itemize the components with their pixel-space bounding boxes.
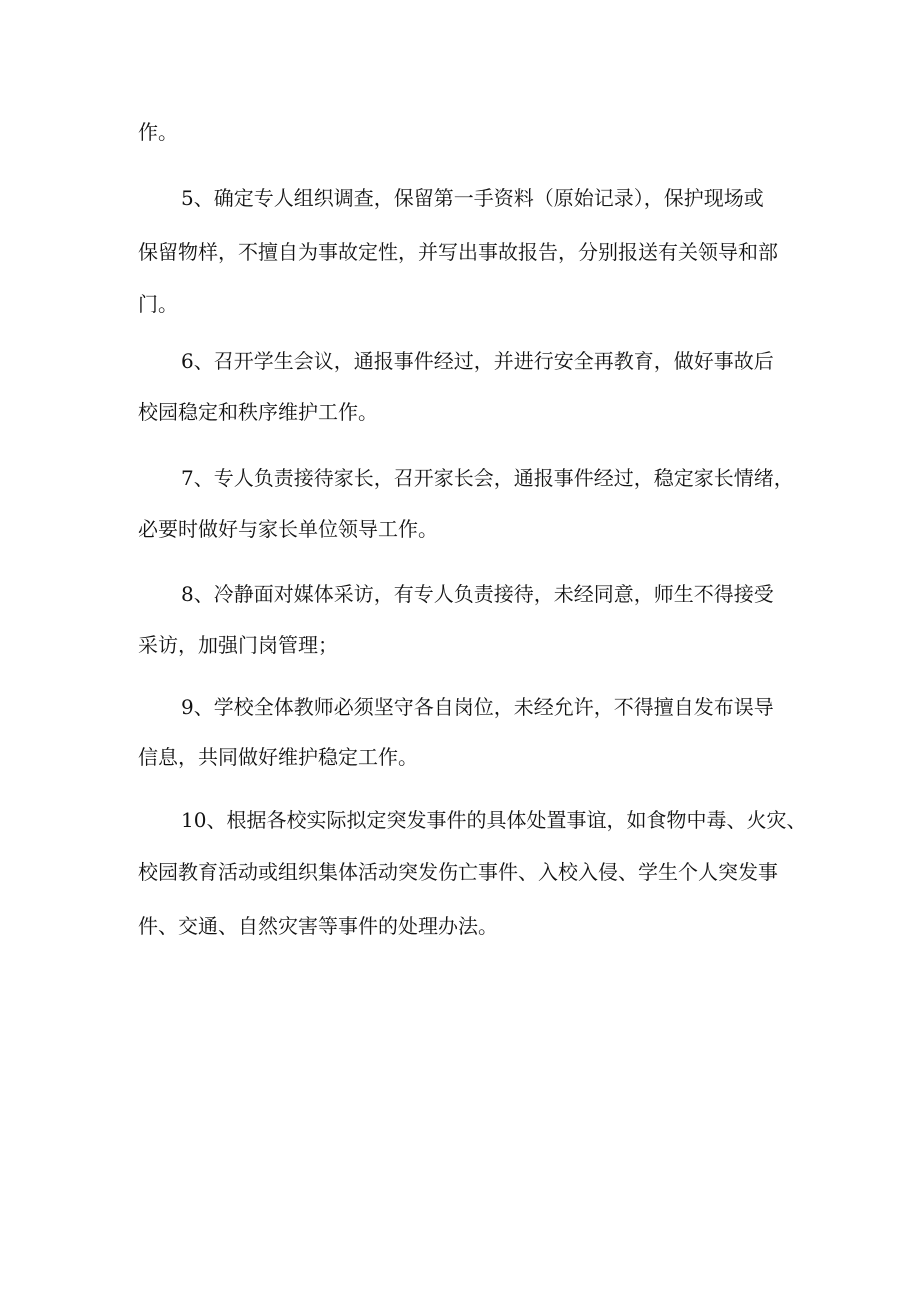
item-10-line-2: 校园教育活动或组织集体活动突发伤亡事件、入校入侵、学生个人突发事 (138, 860, 778, 884)
item-7-line-2: 必要时做好与家长单位领导工作。 (138, 517, 438, 541)
item-7-line-1: 7、专人负责接待家长，召开家长会，通报事件经过，稳定家长情绪， (181, 466, 794, 490)
item-10-line-1: 10、根据各校实际拟定突发事件的具体处置事谊，如食物中毒、火灾、 (181, 808, 807, 832)
item-6-line-1: 6、召开学生会议，通报事件经过，并进行安全再教育，做好事故后 (181, 349, 774, 373)
item-6-line-2: 校园稳定和秩序维护工作。 (138, 400, 378, 424)
item-8-line-1: 8、冷静面对媒体采访，有专人负责接待，未经同意，师生不得接受 (181, 582, 774, 606)
item-5-line-1: 5、确定专人组织调查，保留第一手资料（原始记录），保护现场或 (181, 186, 764, 210)
item-9-line-1: 9、学校全体教师必须坚守各自岗位，未经允许，不得擅自发布误导 (181, 695, 774, 719)
item-8-line-2: 采访，加强门岗管理； (138, 633, 338, 657)
item-5-line-2: 保留物样，不擅自为事故定性，并写出事故报告，分别报送有关领导和部 (138, 240, 778, 264)
item-5-line-3: 门。 (138, 292, 178, 316)
item-10-line-3: 件、交通、自然灾害等事件的处理办法。 (138, 914, 498, 938)
paragraph-continuation-line: 作。 (138, 120, 178, 144)
item-9-line-2: 信息，共同做好维护稳定工作。 (138, 745, 418, 769)
